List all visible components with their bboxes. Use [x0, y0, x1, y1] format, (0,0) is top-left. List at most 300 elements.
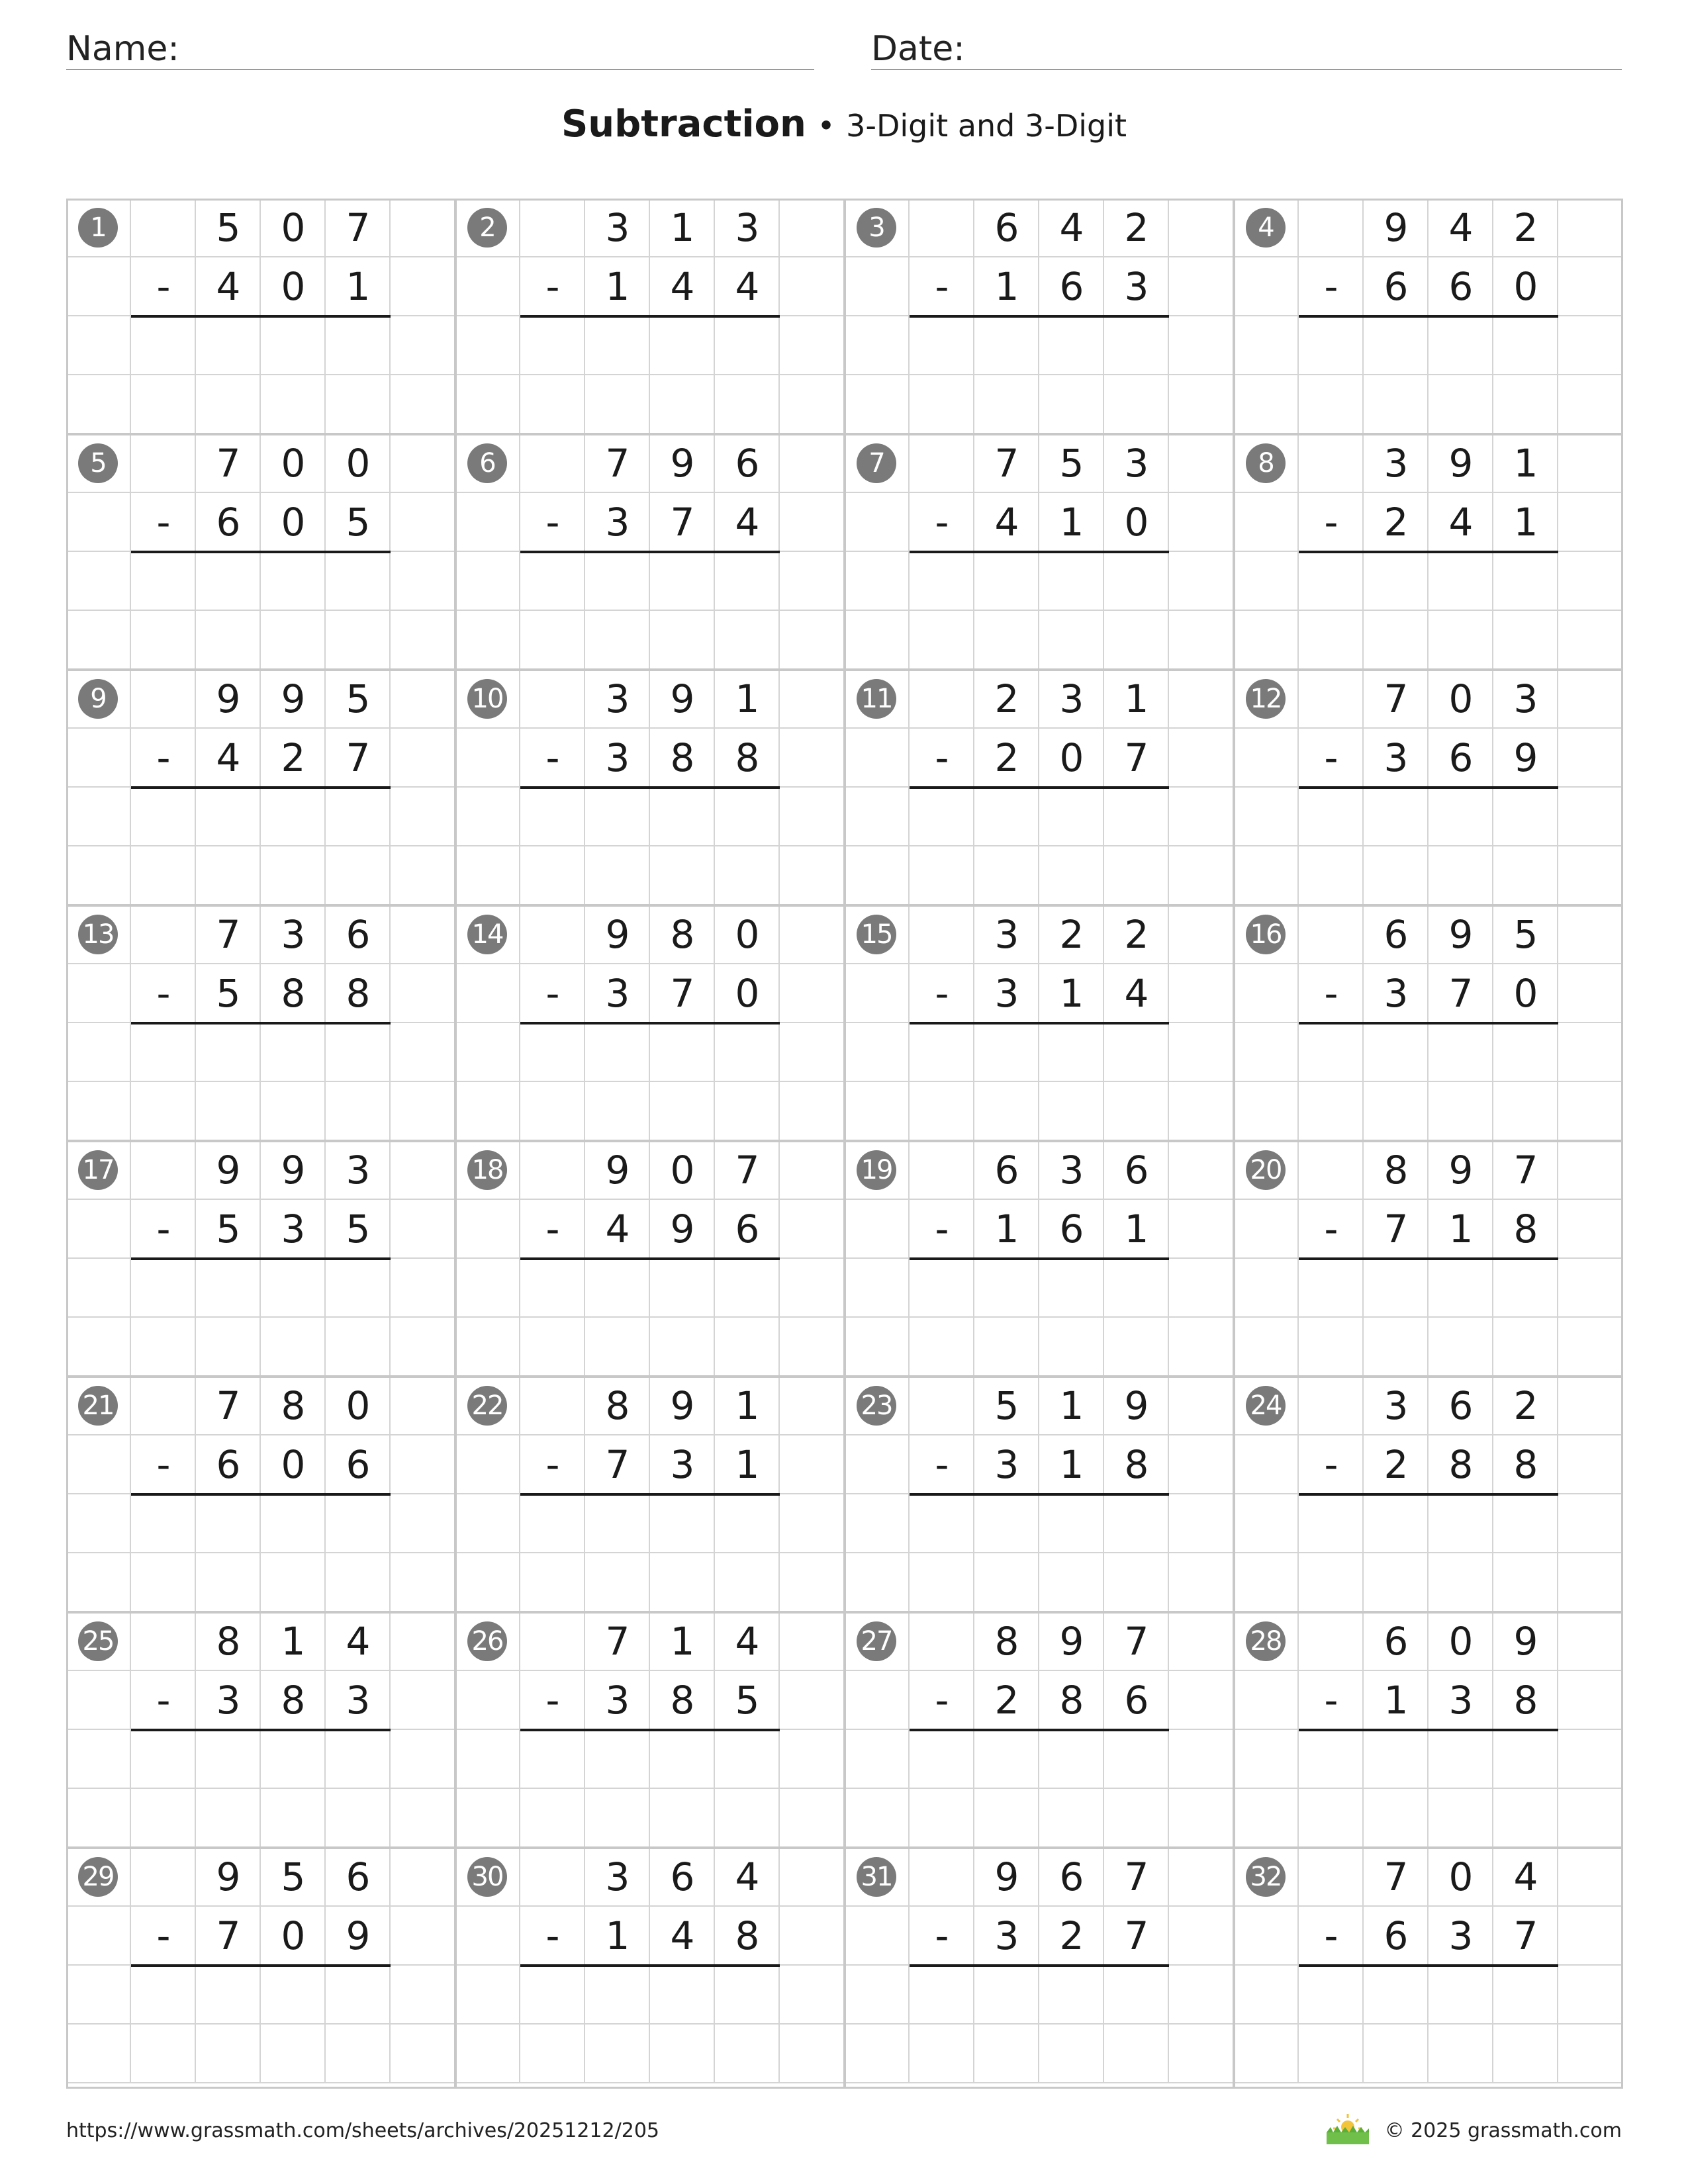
- answer-cell[interactable]: [131, 316, 196, 375]
- answer-cell[interactable]: [715, 1553, 780, 1612]
- answer-cell[interactable]: [196, 1553, 261, 1612]
- answer-cell[interactable]: [1493, 846, 1558, 905]
- answer-cell[interactable]: [520, 1023, 585, 1082]
- answer-cell[interactable]: [1299, 1082, 1364, 1141]
- answer-cell[interactable]: [261, 1494, 326, 1553]
- answer-cell[interactable]: [974, 1318, 1039, 1377]
- answer-cell[interactable]: [585, 375, 650, 434]
- answer-cell[interactable]: [1364, 788, 1429, 846]
- answer-cell[interactable]: [1104, 316, 1169, 375]
- grid-cell: [455, 1435, 520, 1494]
- answer-cell[interactable]: [131, 1082, 196, 1141]
- answer-cell[interactable]: [585, 1730, 650, 1789]
- answer-cell[interactable]: [1493, 1789, 1558, 1848]
- answer-cell[interactable]: [196, 1259, 261, 1318]
- answer-cell[interactable]: [196, 1318, 261, 1377]
- answer-cell[interactable]: [650, 375, 715, 434]
- answer-cell[interactable]: [585, 1966, 650, 2025]
- answer-cell[interactable]: [910, 1318, 974, 1377]
- answer-cell[interactable]: [1104, 1259, 1169, 1318]
- answer-cell[interactable]: [520, 1730, 585, 1789]
- answer-cell[interactable]: [261, 1553, 326, 1612]
- title-separator: •: [817, 108, 835, 144]
- answer-cell[interactable]: [715, 1259, 780, 1318]
- answer-cell[interactable]: [131, 1023, 196, 1082]
- answer-cell[interactable]: [1039, 1553, 1104, 1612]
- answer-cell[interactable]: [1364, 1023, 1429, 1082]
- answer-cell[interactable]: [520, 1318, 585, 1377]
- answer-cell[interactable]: [715, 375, 780, 434]
- answer-cell[interactable]: [326, 1259, 391, 1318]
- answer-cell[interactable]: [1299, 846, 1364, 905]
- answer-cell[interactable]: [910, 2025, 974, 2083]
- answer-cell[interactable]: [1429, 1966, 1493, 2025]
- answer-cell[interactable]: [650, 611, 715, 670]
- answer-cell[interactable]: [261, 611, 326, 670]
- answer-cell: [391, 846, 455, 905]
- answer-cell[interactable]: [715, 1966, 780, 2025]
- answer-cell[interactable]: [650, 1082, 715, 1141]
- answer-cell[interactable]: [585, 1318, 650, 1377]
- answer-cell[interactable]: [650, 552, 715, 611]
- answer-cell[interactable]: [131, 1318, 196, 1377]
- answer-cell[interactable]: [196, 1789, 261, 1848]
- answer-cell[interactable]: [585, 1023, 650, 1082]
- answer-cell[interactable]: [520, 788, 585, 846]
- answer-cell[interactable]: [131, 846, 196, 905]
- answer-cell[interactable]: [1364, 1494, 1429, 1553]
- answer-cell[interactable]: [910, 1789, 974, 1848]
- answer-cell[interactable]: [585, 1553, 650, 1612]
- answer-cell[interactable]: [1429, 611, 1493, 670]
- answer-cell[interactable]: [131, 1494, 196, 1553]
- answer-cell[interactable]: [1104, 1023, 1169, 1082]
- answer-cell[interactable]: [650, 846, 715, 905]
- answer-cell[interactable]: [520, 316, 585, 375]
- answer-cell[interactable]: [715, 1023, 780, 1082]
- answer-cell[interactable]: [520, 1082, 585, 1141]
- grid-cell: [131, 1141, 196, 1200]
- answer-cell[interactable]: [715, 1318, 780, 1377]
- answer-cell[interactable]: [520, 1553, 585, 1612]
- answer-cell[interactable]: [1299, 788, 1364, 846]
- answer-cell[interactable]: [974, 788, 1039, 846]
- answer-cell[interactable]: [1039, 1966, 1104, 2025]
- answer-cell[interactable]: [650, 1023, 715, 1082]
- grid-cell: [1169, 1907, 1234, 1966]
- answer-cell[interactable]: [650, 788, 715, 846]
- answer-cell[interactable]: [1039, 1082, 1104, 1141]
- answer-cell[interactable]: [1039, 788, 1104, 846]
- answer-cell[interactable]: [1429, 2025, 1493, 2083]
- answer-cell[interactable]: [1299, 1023, 1364, 1082]
- answer-cell[interactable]: [910, 1494, 974, 1553]
- answer-cell[interactable]: [1429, 1730, 1493, 1789]
- grid-cell: [910, 1848, 974, 1907]
- answer-cell[interactable]: [326, 846, 391, 905]
- answer-cell[interactable]: [196, 1494, 261, 1553]
- answer-cell[interactable]: [131, 1553, 196, 1612]
- answer-cell[interactable]: [974, 846, 1039, 905]
- answer-cell[interactable]: [520, 1259, 585, 1318]
- answer-cell[interactable]: [585, 1259, 650, 1318]
- answer-cell[interactable]: [974, 1730, 1039, 1789]
- answer-cell[interactable]: [585, 611, 650, 670]
- answer-cell[interactable]: [650, 1494, 715, 1553]
- answer-cell[interactable]: [131, 1966, 196, 2025]
- answer-cell[interactable]: [520, 1494, 585, 1553]
- answer-cell[interactable]: [261, 1966, 326, 2025]
- grid-cell: [1169, 729, 1234, 788]
- answer-cell[interactable]: [910, 316, 974, 375]
- answer-cell[interactable]: [1364, 1259, 1429, 1318]
- answer-cell[interactable]: [326, 1023, 391, 1082]
- answer-cell[interactable]: [585, 1494, 650, 1553]
- answer-cell[interactable]: [974, 1789, 1039, 1848]
- answer-cell[interactable]: [1493, 1730, 1558, 1789]
- answer-cell: [1558, 1553, 1623, 1612]
- answer-cell[interactable]: [650, 1789, 715, 1848]
- answer-cell[interactable]: [326, 1318, 391, 1377]
- answer-cell[interactable]: [1039, 375, 1104, 434]
- answer-cell[interactable]: [974, 1553, 1039, 1612]
- answer-cell[interactable]: [974, 1023, 1039, 1082]
- answer-cell[interactable]: [1493, 1082, 1558, 1141]
- minus-sign: -: [935, 264, 949, 309]
- answer-cell[interactable]: [1493, 1259, 1558, 1318]
- answer-cell[interactable]: [715, 1789, 780, 1848]
- answer-cell[interactable]: [131, 1730, 196, 1789]
- answer-cell[interactable]: [196, 316, 261, 375]
- minuend-digit: 4: [735, 1854, 760, 1899]
- answer-cell[interactable]: [1104, 846, 1169, 905]
- answer-cell[interactable]: [910, 552, 974, 611]
- answer-cell[interactable]: [715, 611, 780, 670]
- answer-cell[interactable]: [910, 1730, 974, 1789]
- answer-cell[interactable]: [715, 1730, 780, 1789]
- answer-cell[interactable]: [1104, 1789, 1169, 1848]
- answer-cell: [1169, 1494, 1234, 1553]
- answer-cell[interactable]: [974, 316, 1039, 375]
- title-subtitle: 3-Digit and 3-Digit: [846, 108, 1127, 144]
- answer-cell[interactable]: [1493, 1318, 1558, 1377]
- answer-cell[interactable]: [196, 1966, 261, 2025]
- answer-cell[interactable]: [715, 2025, 780, 2083]
- answer-cell[interactable]: [650, 1553, 715, 1612]
- answer-cell[interactable]: [1039, 1023, 1104, 1082]
- answer-cell[interactable]: [1104, 1730, 1169, 1789]
- answer-cell[interactable]: [261, 552, 326, 611]
- answer-cell[interactable]: [585, 788, 650, 846]
- answer-cell[interactable]: [261, 2025, 326, 2083]
- answer-cell[interactable]: [1429, 1082, 1493, 1141]
- answer-cell[interactable]: [1364, 1789, 1429, 1848]
- answer-cell[interactable]: [261, 316, 326, 375]
- answer-cell[interactable]: [196, 375, 261, 434]
- answer-cell[interactable]: [326, 2025, 391, 2083]
- answer-cell[interactable]: [261, 846, 326, 905]
- answer-cell[interactable]: [1429, 788, 1493, 846]
- answer-cell[interactable]: [650, 316, 715, 375]
- subtrahend-digit: 5: [216, 1206, 241, 1251]
- answer-cell[interactable]: [974, 375, 1039, 434]
- answer-cell[interactable]: [1364, 375, 1429, 434]
- answer-cell[interactable]: [1364, 1553, 1429, 1612]
- answer-cell[interactable]: [326, 375, 391, 434]
- grid-cell: [910, 434, 974, 493]
- grid-cell: [455, 257, 520, 316]
- answer-cell[interactable]: [520, 846, 585, 905]
- answer-cell[interactable]: [1364, 552, 1429, 611]
- answer-cell[interactable]: [261, 1318, 326, 1377]
- answer-cell[interactable]: [326, 611, 391, 670]
- answer-cell[interactable]: [1493, 1553, 1558, 1612]
- answer-cell[interactable]: [1364, 316, 1429, 375]
- answer-cell[interactable]: [196, 1082, 261, 1141]
- answer-cell[interactable]: [1429, 1259, 1493, 1318]
- answer-cell[interactable]: [1493, 1494, 1558, 1553]
- answer-cell[interactable]: [1493, 316, 1558, 375]
- answer-cell: [845, 611, 910, 670]
- answer-cell[interactable]: [520, 552, 585, 611]
- answer-cell[interactable]: [974, 2025, 1039, 2083]
- answer-cell[interactable]: [1364, 1730, 1429, 1789]
- answer-cell[interactable]: [910, 1966, 974, 2025]
- answer-cell[interactable]: [131, 552, 196, 611]
- grid-cell: [1169, 1141, 1234, 1200]
- answer-cell[interactable]: [585, 1082, 650, 1141]
- answer-cell[interactable]: [326, 1082, 391, 1141]
- answer-cell[interactable]: [326, 1494, 391, 1553]
- subtrahend-digit: 1: [605, 264, 630, 309]
- problem-number-badge: 10: [467, 679, 507, 719]
- answer-cell[interactable]: [1299, 316, 1364, 375]
- answer-cell[interactable]: [585, 316, 650, 375]
- answer-cell[interactable]: [1039, 846, 1104, 905]
- answer-cell[interactable]: [1039, 1494, 1104, 1553]
- answer-cell[interactable]: [1299, 1318, 1364, 1377]
- answer-cell[interactable]: [1299, 1789, 1364, 1848]
- answer-cell[interactable]: [650, 1259, 715, 1318]
- answer-cell[interactable]: [974, 1259, 1039, 1318]
- answer-cell[interactable]: [974, 1494, 1039, 1553]
- answer-cell[interactable]: [196, 1730, 261, 1789]
- minuend-digit: 8: [216, 1619, 241, 1664]
- minuend-digit: 9: [216, 1148, 241, 1193]
- answer-cell[interactable]: [585, 1789, 650, 1848]
- answer-cell[interactable]: [1039, 2025, 1104, 2083]
- grid-cell: [1558, 434, 1623, 493]
- answer-cell[interactable]: [1299, 1553, 1364, 1612]
- answer-cell[interactable]: [910, 788, 974, 846]
- answer-cell[interactable]: [261, 1023, 326, 1082]
- answer-cell[interactable]: [520, 375, 585, 434]
- grid-cell: [131, 670, 196, 729]
- answer-cell[interactable]: [1493, 788, 1558, 846]
- subtrahend-digit: 9: [1513, 735, 1538, 780]
- answer-cell[interactable]: [1429, 1553, 1493, 1612]
- answer-cell[interactable]: [261, 1082, 326, 1141]
- answer-cell[interactable]: [131, 611, 196, 670]
- answer-cell[interactable]: [974, 1966, 1039, 2025]
- answer-cell[interactable]: [974, 552, 1039, 611]
- answer-cell[interactable]: [1364, 2025, 1429, 2083]
- answer-cell[interactable]: [261, 788, 326, 846]
- answer-line: [520, 1022, 780, 1024]
- answer-cell[interactable]: [1039, 611, 1104, 670]
- answer-cell[interactable]: [1493, 611, 1558, 670]
- date-field[interactable]: [871, 25, 1622, 70]
- answer-cell[interactable]: [715, 788, 780, 846]
- answer-cell[interactable]: [1493, 552, 1558, 611]
- answer-cell[interactable]: [326, 1730, 391, 1789]
- answer-cell[interactable]: [1493, 1966, 1558, 2025]
- answer-cell[interactable]: [131, 375, 196, 434]
- answer-cell[interactable]: [520, 1789, 585, 1848]
- answer-cell: [1169, 611, 1234, 670]
- answer-cell[interactable]: [1493, 375, 1558, 434]
- answer-cell[interactable]: [1104, 788, 1169, 846]
- answer-cell[interactable]: [196, 552, 261, 611]
- minuend-digit: 6: [1383, 1619, 1409, 1664]
- answer-cell: [66, 1082, 131, 1141]
- answer-cell[interactable]: [1299, 1494, 1364, 1553]
- answer-cell[interactable]: [715, 552, 780, 611]
- answer-cell[interactable]: [1104, 1318, 1169, 1377]
- answer-cell: [455, 1494, 520, 1553]
- answer-cell[interactable]: [1429, 846, 1493, 905]
- answer-cell[interactable]: [715, 1494, 780, 1553]
- answer-cell[interactable]: [261, 375, 326, 434]
- answer-cell[interactable]: [715, 316, 780, 375]
- grid-cell: [845, 1200, 910, 1259]
- answer-cell[interactable]: [910, 375, 974, 434]
- answer-cell[interactable]: [520, 1966, 585, 2025]
- subtrahend-digit: 3: [994, 971, 1019, 1016]
- answer-cell[interactable]: [261, 1730, 326, 1789]
- grid-cell: [131, 434, 196, 493]
- minuend-digit: 9: [216, 1854, 241, 1899]
- answer-cell[interactable]: [910, 846, 974, 905]
- answer-cell[interactable]: [1039, 316, 1104, 375]
- answer-cell[interactable]: [910, 1259, 974, 1318]
- answer-cell[interactable]: [1104, 552, 1169, 611]
- answer-cell[interactable]: [1039, 552, 1104, 611]
- name-field[interactable]: [66, 25, 814, 70]
- answer-cell[interactable]: [196, 788, 261, 846]
- answer-cell[interactable]: [715, 1082, 780, 1141]
- answer-cell[interactable]: [1299, 611, 1364, 670]
- answer-cell[interactable]: [1299, 1730, 1364, 1789]
- answer-cell[interactable]: [1039, 1730, 1104, 1789]
- answer-cell[interactable]: [910, 1553, 974, 1612]
- answer-cell[interactable]: [326, 1789, 391, 1848]
- answer-cell[interactable]: [1104, 1494, 1169, 1553]
- answer-cell[interactable]: [1039, 1259, 1104, 1318]
- answer-cell[interactable]: [1104, 375, 1169, 434]
- answer-cell[interactable]: [520, 611, 585, 670]
- answer-cell: [1169, 1553, 1234, 1612]
- answer-cell[interactable]: [1493, 2025, 1558, 2083]
- answer-cell[interactable]: [1299, 1966, 1364, 2025]
- answer-line: [910, 315, 1169, 318]
- answer-cell[interactable]: [1429, 1789, 1493, 1848]
- answer-cell[interactable]: [196, 846, 261, 905]
- answer-cell[interactable]: [1104, 2025, 1169, 2083]
- answer-cell[interactable]: [910, 1023, 974, 1082]
- answer-cell[interactable]: [196, 2025, 261, 2083]
- answer-cell[interactable]: [910, 1082, 974, 1141]
- answer-cell[interactable]: [1364, 846, 1429, 905]
- answer-cell[interactable]: [585, 552, 650, 611]
- grid-cell: [1558, 1200, 1623, 1259]
- answer-cell[interactable]: [1039, 1789, 1104, 1848]
- answer-cell[interactable]: [326, 1966, 391, 2025]
- answer-cell[interactable]: [1429, 375, 1493, 434]
- answer-line: [131, 1729, 391, 1731]
- answer-cell[interactable]: [650, 1318, 715, 1377]
- answer-cell[interactable]: [1429, 1494, 1493, 1553]
- answer-cell[interactable]: [1299, 552, 1364, 611]
- answer-line: [1299, 1257, 1558, 1260]
- answer-cell[interactable]: [1104, 1966, 1169, 2025]
- answer-cell[interactable]: [650, 1966, 715, 2025]
- answer-cell[interactable]: [131, 1259, 196, 1318]
- answer-cell: [845, 2025, 910, 2083]
- subtrahend-digit: 6: [1059, 1206, 1084, 1251]
- answer-cell[interactable]: [715, 846, 780, 905]
- answer-cell[interactable]: [261, 1789, 326, 1848]
- answer-cell[interactable]: [1104, 1553, 1169, 1612]
- answer-cell[interactable]: [326, 316, 391, 375]
- answer-cell[interactable]: [650, 1730, 715, 1789]
- answer-cell[interactable]: [910, 611, 974, 670]
- answer-cell[interactable]: [131, 788, 196, 846]
- grid-cell: [780, 1141, 845, 1200]
- answer-cell[interactable]: [1364, 1318, 1429, 1377]
- answer-cell[interactable]: [974, 1082, 1039, 1141]
- answer-cell[interactable]: [520, 2025, 585, 2083]
- answer-cell[interactable]: [1429, 552, 1493, 611]
- answer-cell[interactable]: [1364, 611, 1429, 670]
- answer-cell[interactable]: [1299, 1259, 1364, 1318]
- answer-cell[interactable]: [131, 2025, 196, 2083]
- answer-cell[interactable]: [1429, 1318, 1493, 1377]
- answer-cell[interactable]: [131, 1789, 196, 1848]
- answer-cell[interactable]: [585, 846, 650, 905]
- answer-cell[interactable]: [1364, 1966, 1429, 2025]
- answer-cell[interactable]: [585, 2025, 650, 2083]
- answer-cell[interactable]: [1429, 316, 1493, 375]
- answer-cell[interactable]: [1299, 375, 1364, 434]
- answer-cell[interactable]: [1493, 1023, 1558, 1082]
- answer-cell[interactable]: [974, 611, 1039, 670]
- answer-cell[interactable]: [261, 1259, 326, 1318]
- answer-cell[interactable]: [196, 611, 261, 670]
- answer-cell[interactable]: [1104, 611, 1169, 670]
- answer-cell[interactable]: [196, 1023, 261, 1082]
- answer-cell[interactable]: [1429, 1023, 1493, 1082]
- answer-cell[interactable]: [650, 2025, 715, 2083]
- answer-cell[interactable]: [1364, 1082, 1429, 1141]
- answer-cell[interactable]: [326, 1553, 391, 1612]
- answer-cell[interactable]: [326, 552, 391, 611]
- grid-cell: [1169, 1377, 1234, 1435]
- answer-cell[interactable]: [1104, 1082, 1169, 1141]
- answer-cell[interactable]: [326, 788, 391, 846]
- answer-cell[interactable]: [1039, 1318, 1104, 1377]
- answer-cell[interactable]: [1299, 2025, 1364, 2083]
